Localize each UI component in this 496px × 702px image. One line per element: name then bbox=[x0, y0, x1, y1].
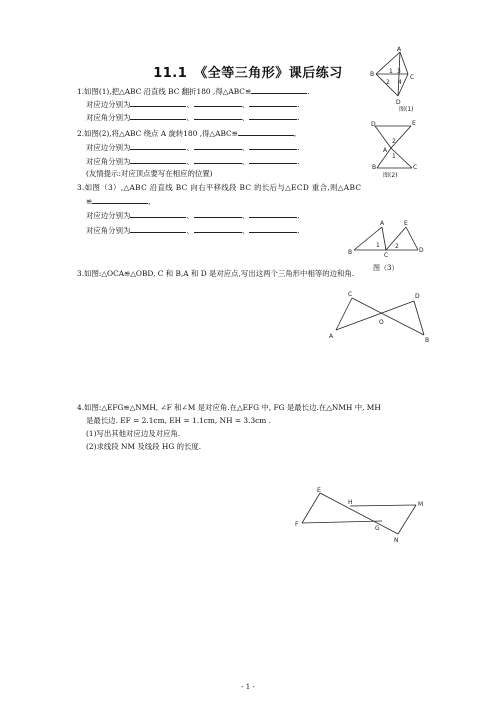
answer-blank bbox=[194, 99, 242, 107]
answer-blank bbox=[130, 210, 186, 218]
fig1-angle-3: 3 bbox=[397, 68, 401, 75]
q2-hint: (友情提示:对应顶点要写在相应的位置) bbox=[86, 169, 213, 178]
q3a-line: 3.如图（3）,△ABC 沿直线 BC 向右平移线段 BC 的长后与△ECD 重合,则△ABC bbox=[77, 183, 362, 192]
answer-blank bbox=[130, 99, 186, 107]
fig2-angle-1: 1 bbox=[392, 153, 396, 160]
answer-blank bbox=[251, 86, 307, 94]
figo-label-o: O bbox=[379, 319, 384, 326]
q3a-angles-line: 对应角分别为 、 、 . bbox=[86, 226, 300, 235]
q3a-sides-line: 对应边分别为 、 、 , bbox=[86, 211, 300, 220]
figo-label-d: D bbox=[415, 293, 420, 300]
q3a-congruent: ≌ bbox=[86, 197, 93, 206]
fig4-label-e: E bbox=[317, 487, 321, 494]
answer-blank bbox=[194, 142, 242, 150]
fig4-label-g: G bbox=[375, 525, 380, 532]
figo-label-c: C bbox=[348, 291, 353, 298]
q3b-line: 3.如图:△OCA≌△OBD, C 和 B,A 和 D 是对应点,写出这两个三角形中相等的边和角. bbox=[77, 269, 355, 278]
fig2-label-c: C bbox=[413, 164, 418, 171]
answer-blank bbox=[130, 156, 186, 164]
fig1-angle-4: 4 bbox=[398, 79, 402, 86]
fig1-label-a: A bbox=[397, 46, 402, 53]
answer-blank bbox=[249, 142, 297, 150]
answer-blank bbox=[249, 156, 297, 164]
fig4-label-f: F bbox=[295, 521, 299, 528]
fig3-angle-1: 1 bbox=[376, 242, 380, 249]
answer-blank bbox=[194, 112, 242, 120]
q2-line: 2.如图(2),将△ABC 绕点 A 旋转180 ,得△ABC≌ , bbox=[77, 129, 297, 138]
figure-2-bowtie bbox=[367, 118, 419, 180]
fig1-label-d: D bbox=[396, 99, 401, 106]
q1-sides-label: 对应边分别为 bbox=[86, 100, 131, 109]
answer-blank bbox=[194, 210, 242, 218]
q2-sides-line: 对应边分别为 、 、 . bbox=[86, 143, 300, 152]
answer-blank bbox=[249, 99, 297, 107]
figure-4-triangles bbox=[290, 484, 430, 546]
fig2-label-a: A bbox=[383, 147, 388, 154]
fig3-label-a: A bbox=[380, 220, 385, 227]
fig4-label-n: N bbox=[394, 537, 399, 544]
answer-blank bbox=[238, 128, 294, 136]
answer-blank bbox=[130, 112, 186, 120]
q4-line3: (1)写出其他对应边及对应角. bbox=[86, 429, 181, 438]
fig3-caption: 图（3） bbox=[373, 264, 399, 272]
fig2-angle-2: 2 bbox=[392, 138, 396, 145]
figure-o-triangles bbox=[324, 287, 436, 347]
figo-label-a: A bbox=[329, 333, 334, 340]
page-number: - 1 - bbox=[241, 683, 255, 691]
figure-1-kite bbox=[367, 46, 417, 112]
q4-line1: 4.如图:△EFG≌△NMH, ∠F 和∠M 是对应角.在△EFG 中, FG 是最长边.在△NMH 中, MH bbox=[77, 403, 381, 412]
fig1-angle-1: 1 bbox=[389, 68, 393, 75]
answer-blank bbox=[249, 112, 297, 120]
q2-text: 2.如图(2),将△ABC 绕点 A 旋转180 ,得△ABC≌ bbox=[77, 129, 238, 138]
fig3-label-c: C bbox=[384, 252, 389, 258]
fig1-label-b: B bbox=[370, 71, 375, 78]
q1-line: 1.如图(1),把△ABC 沿直线 BC 翻折180 ,得△ABC≌ . bbox=[77, 87, 310, 96]
fig1-angle-2: 2 bbox=[386, 79, 390, 86]
q2-angles-line: 对应角分别为 、 、 . bbox=[86, 157, 300, 166]
answer-blank bbox=[130, 225, 186, 233]
fig3-label-b: B bbox=[348, 249, 353, 256]
fig2-label-d: D bbox=[371, 121, 376, 128]
fig4-label-m: M bbox=[418, 501, 424, 508]
fig3-label-d: D bbox=[419, 247, 424, 254]
figo-label-b: B bbox=[425, 337, 430, 344]
fig1-label-c: C bbox=[410, 74, 415, 81]
answer-blank bbox=[194, 225, 242, 233]
fig3-label-e: E bbox=[404, 220, 408, 227]
q3a-angles-label: 对应角分别为 bbox=[86, 226, 131, 235]
q1-text: 1.如图(1),把△ABC 沿直线 BC 翻折180 ,得△ABC≌ bbox=[77, 87, 252, 96]
answer-blank bbox=[130, 142, 186, 150]
q1-angles-label: 对应角分别为 bbox=[86, 113, 131, 122]
page-title: 11.1 《全等三角形》课后练习 bbox=[153, 66, 343, 81]
answer-blank bbox=[92, 196, 148, 204]
q2-sides-label: 对应边分别为 bbox=[86, 143, 131, 152]
fig3-angle-2: 2 bbox=[395, 243, 399, 250]
fig2-label-e: E bbox=[412, 120, 416, 127]
fig2-label-b: B bbox=[372, 164, 377, 171]
q2-angles-label: 对应角分别为 bbox=[86, 157, 131, 166]
answer-blank bbox=[249, 225, 297, 233]
q3a-sides-label: 对应边分别为 bbox=[86, 211, 131, 220]
answer-blank bbox=[249, 210, 297, 218]
q4-line4: (2)求线段 NM 及线段 HG 的长度. bbox=[86, 442, 202, 451]
q4-line2: 是最长边. EF = 2.1cm, EH = 1.1cm, NH = 3.3cm . bbox=[86, 416, 272, 425]
fig2-caption: 图(2) bbox=[383, 172, 398, 179]
figure-3-translation bbox=[344, 214, 430, 258]
fig4-label-h: H bbox=[348, 499, 353, 506]
q3a-line2: ≌ , bbox=[86, 197, 151, 206]
q1-angles-line: 对应角分别为 、 、 . bbox=[86, 113, 300, 122]
answer-blank bbox=[194, 156, 242, 164]
q1-sides-line: 对应边分别为 、 、 . bbox=[86, 100, 300, 109]
fig1-caption: 图(1) bbox=[399, 106, 414, 112]
